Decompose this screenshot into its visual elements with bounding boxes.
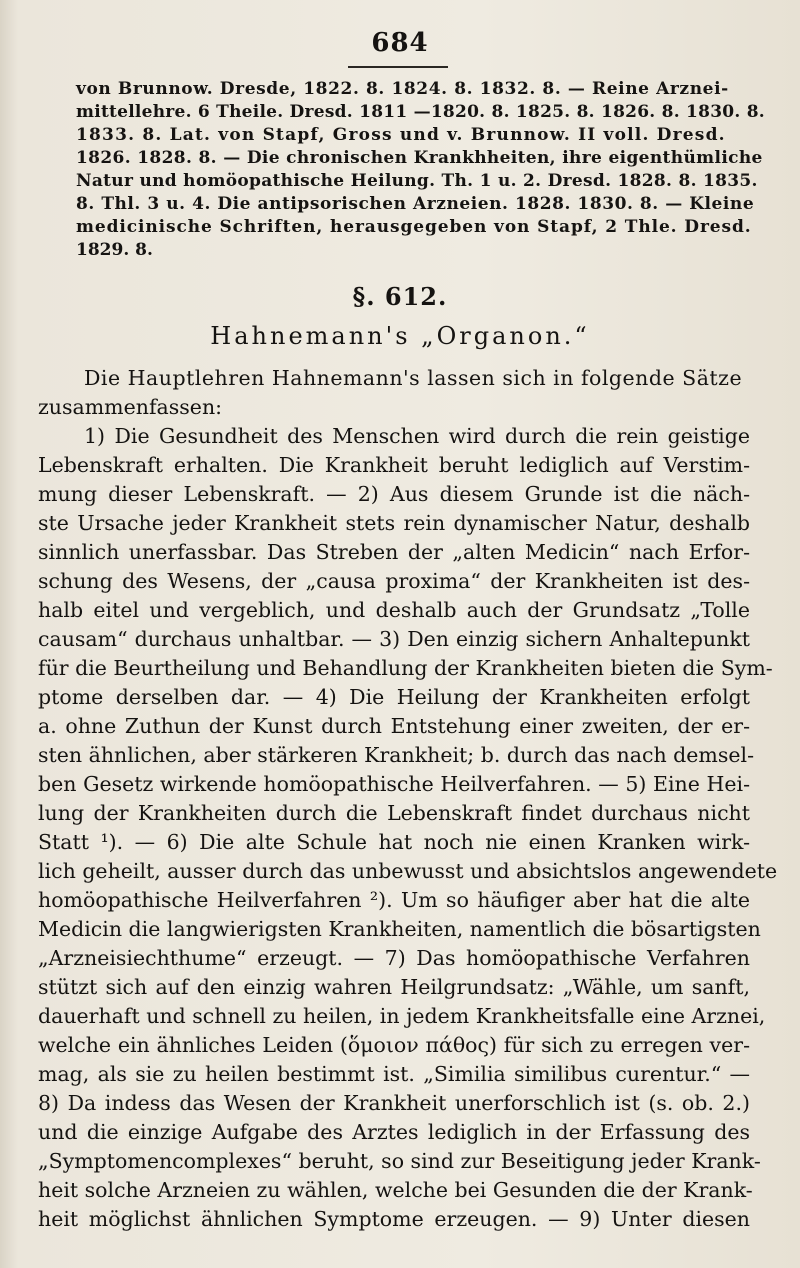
section-title: Hahnemann's „Organon.“ bbox=[210, 322, 590, 350]
body-line: Statt ¹). — 6) Die alte Schule hat noch nie einen Kranken wirk- bbox=[38, 830, 750, 854]
body-line: zusammenfassen: bbox=[38, 395, 223, 419]
section-number: §. 612. bbox=[352, 282, 448, 311]
body-line: Lebenskraft erhalten. Die Krankheit beruht lediglich auf Verstim- bbox=[38, 453, 750, 477]
body-line: 1) Die Gesundheit des Menschen wird durch die rein geistige bbox=[84, 424, 750, 448]
body-line: sinnlich unerfassbar. Das Streben der „alten Medicin“ nach Erfor- bbox=[38, 540, 750, 564]
bibliography-line: medicinische Schriften, herausgegeben von Stapf, 2 Thle. Dresd. bbox=[76, 217, 752, 237]
body-line: causam“ durchaus unhaltbar. — 3) Den einzig sichern Anhaltepunkt bbox=[38, 627, 750, 651]
bibliography-line: mittellehre. 6 Theile. Dresd. 1811 —1820. 8. 1825. 8. 1826. 8. 1830. 8. bbox=[76, 102, 765, 122]
body-line: homöopathische Heilverfahren ²). Um so häufiger aber hat die alte bbox=[38, 888, 750, 912]
body-line: mung dieser Lebenskraft. — 2) Aus diesem Grunde ist die näch- bbox=[38, 482, 750, 506]
body-line: 8) Da indess das Wesen der Krankheit unerforschlich ist (s. ob. 2.) bbox=[38, 1091, 750, 1115]
body-line: a. ohne Zuthun der Kunst durch Entstehung einer zweiten, der er- bbox=[38, 714, 750, 738]
bibliography-line: 1826. 1828. 8. — Die chronischen Krankhheiten, ihre eigenthümliche bbox=[76, 148, 763, 168]
body-line: mag, als sie zu heilen bestimmt ist. „Similia similibus curentur.“ — bbox=[38, 1062, 750, 1086]
body-line: „Arzneisiechthume“ erzeugt. — 7) Das homöopathische Verfahren bbox=[38, 946, 750, 970]
body-line: lich geheilt, ausser durch das unbewusst und absichtslos angewendete bbox=[38, 859, 778, 883]
body-line: Medicin die langwierigsten Krankheiten, namentlich die bösartigsten bbox=[38, 917, 761, 941]
bibliography-line: 1833. 8. Lat. von Stapf, Gross und v. Brunnow. II voll. Dresd. bbox=[76, 125, 726, 145]
body-line: halb eitel und vergeblich, und deshalb auch der Grundsatz „Tolle bbox=[38, 598, 750, 622]
body-line: und die einzige Aufgabe des Arztes lediglich in der Erfassung des bbox=[38, 1120, 750, 1144]
body-line: lung der Krankheiten durch die Lebenskraft findet durchaus nicht bbox=[38, 801, 750, 825]
body-line: für die Beurtheilung und Behandlung der Krankheiten bieten die Sym- bbox=[38, 656, 773, 680]
bibliography-line: 1829. 8. bbox=[76, 240, 153, 260]
bibliography-line: Natur und homöopathische Heilung. Th. 1 u. 2. Dresd. 1828. 8. 1835. bbox=[76, 171, 758, 191]
body-line: welche ein ähnliches Leiden (ὅμοιον πάθος) für sich zu erregen ver- bbox=[38, 1033, 750, 1057]
body-line: ptome derselben dar. — 4) Die Heilung der Krankheiten erfolgt bbox=[38, 685, 750, 709]
body-line: Die Hauptlehren Hahnemann's lassen sich in folgende Sätze bbox=[84, 366, 743, 390]
body-line: heit möglichst ähnlichen Symptome erzeugen. — 9) Unter diesen bbox=[38, 1207, 750, 1231]
body-line: schung des Wesens, der „causa proxima“ der Krankheiten ist des- bbox=[38, 569, 750, 593]
bibliography-line: 8. Thl. 3 u. 4. Die antipsorischen Arzneien. 1828. 1830. 8. — Kleine bbox=[76, 194, 755, 214]
body-line: ben Gesetz wirkende homöopathische Heilverfahren. — 5) Eine Hei- bbox=[38, 772, 750, 796]
body-line: ste Ursache jeder Krankheit stets rein dynamischer Natur, deshalb bbox=[38, 511, 750, 535]
page-number: 684 bbox=[371, 28, 429, 58]
body-line: dauerhaft und schnell zu heilen, in jedem Krankheitsfalle eine Arznei, bbox=[38, 1004, 766, 1028]
bibliography-line: von Brunnow. Dresde, 1822. 8. 1824. 8. 1832. 8. — Reine Arznei- bbox=[76, 79, 729, 99]
body-line: „Symptomencomplexes“ beruht, so sind zur Beseitigung jeder Krank- bbox=[38, 1149, 761, 1173]
page-number-rule bbox=[348, 66, 448, 68]
body-line: sten ähnlichen, aber stärkeren Krankheit; b. durch das nach demsel- bbox=[38, 743, 755, 767]
body-line: heit solche Arzneien zu wählen, welche bei Gesunden die der Krank- bbox=[38, 1178, 753, 1202]
body-line: stützt sich auf den einzig wahren Heilgrundsatz: „Wähle, um sanft, bbox=[38, 975, 750, 999]
